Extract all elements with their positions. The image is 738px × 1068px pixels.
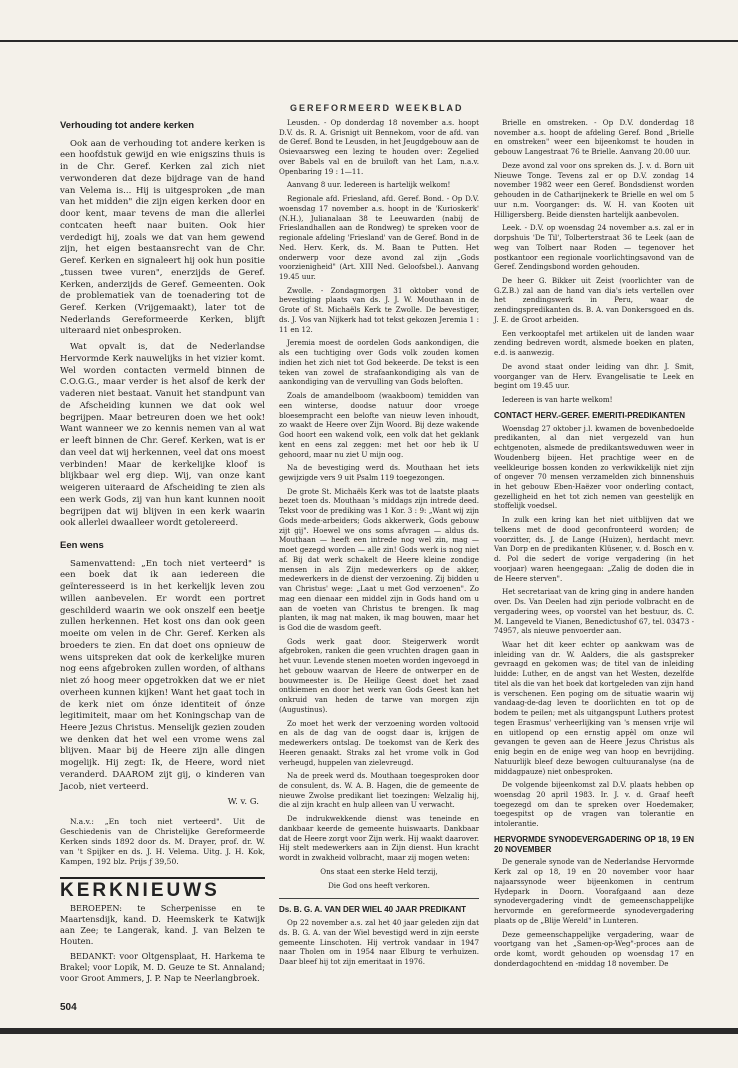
running-head: GEREFORMEERD WEEKBLAD: [290, 103, 464, 113]
book-reference: N.a.v.: „En toch niet verteerd". Uit de Geschiedenis van de Christelijke Gereformeerde Kerken sinds 1892 door ds. M. Drayer, prof. dr. W. van 't Spijker en ds. J. H. Velema. Uitg. J. H. Kok, Kampen, 192 blz. Prijs ƒ 39,50.: [60, 817, 265, 867]
paragraph: Na de bevestiging werd ds. Mouthaan het iets gewijzigde vers 9 uit Psalm 119 toegezongen.: [279, 463, 479, 482]
paragraph: In zulk een kring kan het niet uitblijven dat we telkens met de dood geconfronteerd worden; de voorzitter, ds. J. de Lange (Huizen), herdacht mevr. Van Dorp en de predikanten Klüsener, v. d. Bosch en v. d. Pol die sedert de vorige vergadering (in het voorjaar) waren heengegaan: „Zalig de doden die in de Heere sterven".: [494, 515, 694, 583]
paragraph: Wat opvalt is, dat de Nederlandse Hervormde Kerk nauwelijks in het vizier komt. Wel worden contacten vermeld binnen de C.O.G.G., maar verder is het alsof de kerk der vaderen niet bestaat. Vanuit het standpunt van de Afscheiding kunnen we dat ook wel begrijpen. Maar betreuren doen we het ook! Want wanneer we zo kennis nemen van al wat er leeft binnen de Chr. Geref. Kerken, wat is er dan veel dat wij herkennen, veel dat ons moest verbinden! Maar de kerkelijke kloof is blijkbaar wel erg diep. Wij, van onze kant weigeren uiteraard de Afscheiding te zien als een werk Gods, zij van hun kant kunnen nooit begrijpen dat wij blijven in een kerk waarin ook allerlei dwaalleer wordt getolereerd.: [60, 342, 265, 529]
column-left: [60, 120, 265, 988]
paragraph: Op 22 november a.s. zal het 40 jaar geleden zijn dat ds. B. G. A. van der Wiel bevestigd werd in zijn eerste gemeente Linschoten. Hij vertrok vandaar in 1947 naar Tholen om in 1954 naar Elburg te verhuizen. Daar bleef hij tot zijn emeritaat in 1976.: [279, 918, 479, 967]
scan-edge-top: [0, 40, 738, 42]
heading-een-wens: Een wens: [60, 539, 104, 551]
paragraph: Na de preek werd ds. Mouthaan toegesproken door de consulent, ds. W. A. B. Hagen, die de gemeente de nieuwe Zwolse predikant liet toezingen: Welzalig hij, die al zijn kracht en hulp alleen van U verwacht.: [279, 771, 479, 810]
beroepen: BEROEPEN: te Scherpenisse en te Maartensdijk, kand. D. Heemskerk te Katwijk aan Zee; te Langerak, kand. J. van Belzen te Houten.: [60, 902, 265, 946]
bedankt: BEDANKT: voor Oltgensplaat, H. Harkema te Brakel; voor Lopik, M. D. Geuze te St. Annaland; voor Groot Ammers, J. P. Nap te Neerlangbroek.: [60, 950, 265, 983]
paragraph: Ook aan de verhouding tot andere kerken is een hoofdstuk gewijd en wie enigszins thuis is in de Chr. Geref. Kerken zal zich niet verwonderen dat deze bijdrage van de hand van Velema is... Hij is uitgesproken „de man van het midden" die zijn eigen kerken door en door kent, maar tevens de man die allerlei contcaten heeft naar buiten. Ook hier verdedigt hij, zoals we dat van hem gewend zijn, het eigen bestaansrecht van de Chr. Geref. Kerken en signaleert hij ook hun positie „tussen twee vuren", enerzijds de Geref. Kerken, anderzijds de Geref. Gemeenten. Ook de problematiek van de toenadering tot de Geref. Kerken (Vrijgemaakt), later tot de Nederlands Gereformeerde Kerken, blijft uiteraard niet onbesproken.: [60, 138, 265, 337]
paragraph: Zo moet het werk der verzoening worden voltooid en als de dag van de oogst daar is, krijgen de medewerkers ontslag. De toekomst van de Kerk des Heeren genaakt. Straks zal het vrome volk in God verheugd, huppelen van zielevreugd.: [279, 718, 479, 767]
heading-synode: HERVORMDE SYNODEVERGADERING OP 18, 19 EN 20 NOVEMBER: [494, 834, 694, 854]
paragraph: Gods werk gaat door. Steigerwerk wordt afgebroken, ranken die geen vruchten dragen gaan in het vuur. Levende stenen moeten worden ingevoegd in het gebouw waarvan de Heere de ontwerper en de bouwmeester is. De Heilige Geest doet het zaad ontkiemen en door het werk van Gods Geest kan het onkruid van heden de tarwe van morgen zijn (Augustinus).: [279, 636, 479, 714]
paragraph: De avond staat onder leiding van dhr. J. Smit, voorganger van de Herv. Evangelisatie te Leek en begint om 19.45 uur.: [494, 361, 694, 391]
news-zwolle: Zwolle. - Zondagmorgen 31 oktober vond de bevestiging plaats van ds. J. J. W. Mouthaan in de Grote of St. Michaëls Kerk te Zwolle. De bevestiger, ds. J. Vos van Nijkerk had tot tekst gekozen Jeremia 1 : 11 en 12.: [279, 285, 479, 334]
paragraph: Zoals de amandelboom (waakboom) temidden van een winterse, doodse natuur door vroege bloesempracht een belofte van nieuw leven inhoudt, zo waakt de Heere over Zijn Woord. Bij deze wakende God hoort een wakend volk, een volk dat het geklank kent en eens zal zeggen: met het oor heb ik U gehoord, maar nu ziet U mijn oog.: [279, 391, 479, 459]
column-middle: [279, 118, 479, 971]
section-rule: [279, 898, 479, 899]
paragraph: Samenvattend: „En toch niet verteerd" is een boek dat ik aan iedereen die geïnteresseerd is in het kerkelijk leven zou willen aanbevelen. Er wordt een portret geschilderd waarin we ook onszelf een beetje zullen herkennen. Het kost ons dan ook geen moeite om velen in de Chr. Geref. Kerken als broeders te zien. En dat doet ons opnieuw de wens uitspreken dat ook de kerkelijke muren nog eens afgebroken zullen worden, of althans niet zó hoog meer opgetrokken dat we er niet overheen kunnen kijken! Want het gaat toch in de kerk niet om ónze identiteit of ónze legitimiteit, maar om het Koningschap van de Heere Jezus Christus. Menselijk gezien zouden we denken dat het wel een vrome wens zal blijven. Maar bij de Heere zijn alle dingen mogelijk. Hij zegt: Ik, de Heere, word niet veranderd. DAAROM zijt gij, o kinderen van Jacob, niet verteerd.: [60, 558, 265, 792]
kerknieuws-title: KERKNIEUWS: [60, 880, 220, 902]
news-leusden: Leusden. - Op donderdag 18 november a.s. hoopt D.V. ds. R. A. Grisnigt uit Bennekom, voor de afd. van de Geref. Bond te Leusden, in het Jeugdgebouw aan de Osievaarsweg een lezing te houden over: Zegelied over Babels val en de bruiloft van het Lam, n.a.v. Openbaring 19 : 1—11.: [279, 118, 479, 176]
paragraph: Iedereen is van harte welkom!: [502, 395, 613, 405]
news-brielle: Brielle en omstreken. - Op D.V. donderdag 18 november a.s. hoopt de afdeling Geref. Bond „Brielle en omstreken" weer een bijeenkomst te houden in gebouw Langestraat 76 te Brielle. Aanvang 20.00 uur.: [494, 118, 694, 157]
page-number: 504: [60, 1002, 77, 1013]
paragraph: Een verkooptafel met artikelen uit de landen waar zending bedreven wordt, alsmede boeken en platen, e.d. is aanwezig.: [494, 328, 694, 358]
paragraph: De volgende bijeenkomst zal D.V. plaats hebben op woensdag 20 april 1983. Ir. J. v. d. Graaf heeft toegezegd om dan te spreken over Hoedemaker, toegespitst op de vragen van tolerantie en intolerantie.: [494, 780, 694, 829]
news-leusden-2: Aanvang 8 uur. Iedereen is hartelijk welkom!: [287, 180, 451, 190]
poem-line: Ons staat een sterke Held terzij,: [320, 866, 438, 876]
heading-verhouding: Verhouding tot andere kerken: [60, 120, 195, 131]
heading-contact-emeriti: CONTACT HERV.-GEREF. EMERITI-PREDIKANTEN: [494, 410, 685, 420]
heading-van-der-wiel: Ds. B. G. A. VAN DER WIEL 40 JAAR PREDIKANT: [279, 905, 466, 915]
news-leek: Leek. - D.V. op woensdag 24 november a.s. zal er in dorpshuis 'De Til', Tolberterstraat 36 te Leek (aan de weg van Tolbert naar Roden — tegenover het postkantoor een regionale voorlichtingsavond van de Geref. Zendingsbond worden gehouden.: [494, 223, 694, 272]
paragraph: Deze gemeenschappelijke vergadering, waar de voortgang van het „Samen-op-Weg"-proces aan de orde komt, wordt gehouden op woensdag 17 en donderdagochtend en -middag 18 november. De: [494, 929, 694, 968]
paragraph: Waar het dit keer echter op aankwam was de inleiding van dr. W. Aalders, die als gastspreker gevraagd en gekomen was; de titel van de inleiding luidde: Luther, en de angst van het Westen, dezelfde titel als die van het boek dat kortgeleden van zijn hand is verschenen. Een poging om de situatie waarin wij vandaag-de-dag leven te doorlichten en tot op de bodem te peilen; met als uitgangspunt Luthers protest tegen Erasmus' verheerlijking van 's mensen vrije wil en uitlopend op een ernstig appèl om onze wil gevangen te geven aan de Heere Jezus Christus als enig begin en de enige weg van hoop en bevrijding. Natuurlijk bleef deze bewogen cultuuranalyse (na de middagpauze) niet onbesproken.: [494, 639, 694, 776]
paragraph: De generale synode van de Nederlandse Hervormde Kerk zal op 18, 19 en 20 november voor haar najaarssynode weer bijeenkomen in centrum Hydepark in Doorn. Voorafgaand aan deze synodevergadering vindt de gemeenschappelijke hervormde en gereformeerde synodevergadering plaats op de „Blije Wereld" in Lunteren.: [494, 857, 694, 925]
paragraph: De heer G. Bikker uit Zeist (voorlichter van de G.Z.B.) zal aan de hand van dia's iets vertellen over het zendingswerk in Peru, waar de zendingspredikanten ds. B. A. van Donkersgoed en ds. J. E. de Groot arbeiden.: [494, 276, 694, 324]
section-rule: [60, 877, 265, 879]
paragraph: Woensdag 27 oktober j.l. kwamen de bovenbedoelde predikanten, al dan niet vergezeld van hun echtgenoten, alsmede de predikantsweduwen weer in Woudenberg bijeen. Het prachtige weer en de veelkleurige bossen konden zo verkwikkelijk niet zijn of ongever 70 mensen verzamelden zich binnenshuis in het gebouw Eben-Haëzer voor onderling contact, gezelligheid en het tot zich nemen van geestelijk en stoffelijk voedsel.: [494, 423, 694, 511]
signature: W. v. G.: [227, 797, 259, 808]
scan-edge-bottom: [0, 1028, 738, 1034]
paragraph: De indrukwekkende dienst was teneinde en dankbaar keerde de gemeente huiswaarts. Dankbaar dat de Heere zorgt voor Zijn werk. Hij waakt daarover. Hij stelt medewerkers aan in Zijn dienst. Hun kracht wordt in zwakheid volbracht, maar zij mogen weten:: [279, 814, 479, 863]
paragraph: Deze avond zal voor ons spreken ds. J. v. d. Born uit Nieuwe Tonge. Tevens zal er op D.V. zondag 14 november 1982 weer een Geref. Bondsdienst worden gehouden in de Catharijnekerk te Brielle en wel om 5 uur n.m. Voorganger: ds. W. H. van Kooten uit Hilligersberg. Beide diensten hartelijk aanbevolen.: [494, 160, 694, 219]
paragraph: Jeremia moest de oordelen Gods aankondigen, die als een tuchtiging over Gods volk zouden komen indien het zich niet tot God bekeerde. De tekst is een teken van zowel de strafaankondiging als van de aankondiging van de vervulling van Gods beloften.: [279, 338, 479, 387]
news-regionale-friesland: Regionale afd. Friesland, afd. Geref. Bond. - Op D.V. woensdag 17 november a.s. hoopt in de 'Kurioskerk' (N.H.), Julianalaan 38 te Leeuwarden (nabij de Frieslandhallen aan de Rondweg) te spreken voor de regionale afdeling 'Friesland' van de Geref. Bond in de Ned. Herv. Kerk, ds. M. Baan te Putten. Het onderwerp voor deze avond zal zijn „Gods voorzienigheid" (Art. XIII Ned. Geloofsbel.). Aanvang 19.45 uur.: [279, 194, 479, 282]
paragraph: Het secretariaat van de kring ging in andere handen over. Ds. Van Deelen had zijn periode volbracht en de vergadering wees, op voorstel van het bestuur, ds. C. M. Langeveld te Vianen, Benedictushof 67, tel. 03473 - 74957, als nieuwe penvoerder aan.: [494, 587, 694, 636]
poem-line: Die God ons heeft verkoren.: [328, 880, 430, 890]
paragraph: De grote St. Michaëls Kerk was tot de laatste plaats bezet toen ds. Mouthaan 's middags zijn intrede deed. Tekst voor de prediking was 1 Kor. 3 : 9: „Want wij zijn Gods mede-arbeiders; Gods akkerwerk, Gods gebouw zijt gij". Hoewel we ons soms afvragen — aldus ds. Mouthaan — heeft een intrede nog wel zin, mag — moet gezegd worden — alle zin! Gods werk is nog niet af. Bij dat werk schakelt de Heere kleine zondige mensen in als Zijn medewerkers op de akker, medewerkers in de dienst der verzoening. Zij bidden u van Christus' wege: „Laat u met God verzoenen". Zo mag een dienaar een middel zijn in Gods hand om u aan de voeten van Christus te brengen. Ik mag planten, ik mag nat maken, ik mag bouwen, maar het is God die de wasdom geeft.: [279, 486, 479, 632]
column-right: [494, 118, 694, 972]
